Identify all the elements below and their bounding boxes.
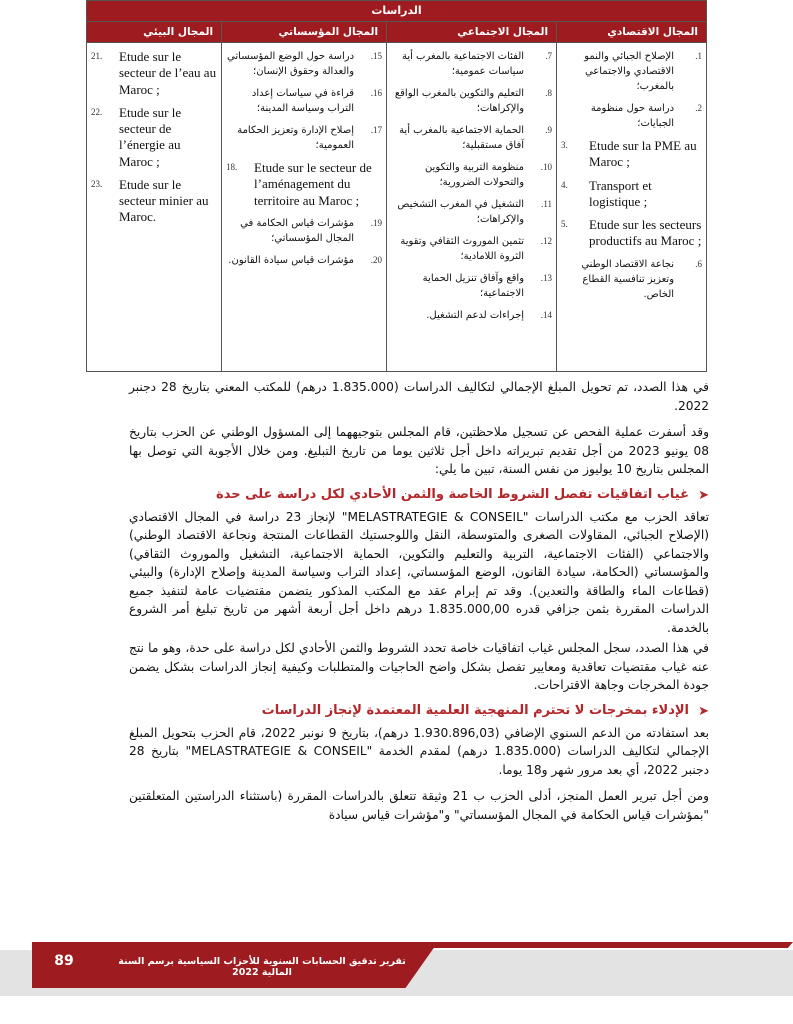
paragraph: في هذا الصدد، سجل المجلس غياب اتفاقيات خاصة تحدد الشروط والثمن الأحادي لكل دراسة على حدة، وهو ما نتج عنه غياب مقتضيات تعاقدية ومعايير تفصل بشكل واضح الحاجيات والمتطلبات وكيفية إنجاز الدراسات بشكل يضمن جودة المخرجات وجاهة الاقتراحات. [129,641,709,692]
study-item-number: 9. [545,125,553,135]
study-item-text: Etude sur les secteurs productifs au Maroc ; [589,217,702,249]
study-item-number: 15. [370,51,383,61]
study-item-text: الإصلاح الجبائي والنمو الاقتصادي والاجتماعي بالمغرب؛ [584,51,675,92]
study-item [391,197,552,227]
footer-stripe [390,942,793,948]
study-item-number: 22. [91,106,103,117]
studies-table [86,0,707,372]
study-item-number: 2. [695,103,703,113]
study-item [561,101,702,131]
study-item-number: 17. [370,125,383,135]
study-item-text: مؤشرات قياس سيادة القانون. [228,254,355,266]
column-header-institutional: المجال المؤسساتي [222,22,387,43]
study-item [91,177,217,226]
column-social [387,43,557,372]
study-item-number: 8. [545,88,553,98]
study-item-number: 10. [540,162,553,172]
study-item-text: Etude sur le secteur de l’énergie au Maroc ; [119,104,182,169]
study-item-text: قراءة في سياسات إعداد التراب وسياسة المدينة؛ [251,88,355,114]
study-item-text: الفئات الاجتماعية بالمغرب أية سياسات عمومية؛ [401,51,525,77]
study-item [91,49,217,98]
study-item-text: الحماية الاجتماعية بالمغرب أية آفاق مستقبلية؛ [399,125,525,151]
study-item-text: Etude sur la PME au Maroc ; [589,138,697,170]
column-header-economic: المجال الاقتصادي [557,22,707,43]
study-item-text: التشغيل في المغرب التشخيص والإكراهات؛ [397,199,525,225]
study-item [391,123,552,153]
study-item-text: Etude sur le secteur minier au Maroc. [119,176,209,225]
study-item [391,308,552,323]
study-item-number: 16. [370,88,383,98]
study-item [226,49,382,79]
study-item-number: 7. [545,51,553,61]
study-item-text: Transport et logistique ; [589,177,652,209]
table-title: الدراسات [87,1,707,22]
study-item-number: 5. [561,219,568,229]
study-item [561,217,702,250]
study-item-text: Etude sur le secteur de l’eau au Maroc ; [119,49,217,97]
study-item-number: 6. [695,258,703,269]
arrow-bullet-icon: ➤ [698,487,709,503]
study-item-text: دراسة حول الوضع المؤسساتي والعدالة وحقوق الإنسان؛ [227,51,355,77]
study-item-text: Etude sur le secteur de l’aménagement du territoire au Maroc ; [254,160,372,208]
study-item-text: تثمين الموروث الثقافي وتقوية الثروة اللامادية؛ [400,236,525,262]
study-item-number: 3. [561,140,568,150]
column-header-environmental: المجال البيئي [87,22,222,43]
study-item [561,257,702,302]
study-item [561,49,702,94]
study-item [561,138,702,171]
study-item-text: التعليم والتكوين بالمغرب الواقع والإكراهات؛ [394,88,525,114]
study-item-number: 14. [540,310,553,320]
study-item [391,49,552,79]
study-item-number: 23. [91,178,103,189]
study-item-text: إصلاح الإدارة وتعزيز الحكامة العمومية؛ [237,125,355,151]
section-heading-text: الإدلاء بمخرجات لا تحترم المنهجية العلمية المعتمدة لإنجاز الدراسات [261,702,689,718]
study-item [391,86,552,116]
study-item-number: 21. [91,51,103,61]
study-item [226,253,382,268]
study-item-number: 11. [541,199,553,209]
study-item [391,160,552,190]
column-header-social: المجال الاجتماعي [387,22,557,43]
study-item [226,216,382,246]
study-item [226,123,382,153]
section-heading [129,703,709,718]
paragraph: في هذا الصدد، تم تحويل المبلغ الإجمالي لتكاليف الدراسات (1.835.000 درهم) للمكتب المعني بتاريخ 28 دجنبر 2022. [129,380,710,413]
body-text [129,378,709,832]
study-item-number: 12. [540,236,553,246]
study-item [91,105,217,170]
study-item-text: إجراءات لدعم التشغيل. [426,310,525,321]
footer-title: تقرير تدقيق الحسابات السنوية للأحزاب السياسية برسم السنة المالية 2022 [118,956,406,978]
study-item-number: 13. [540,273,553,283]
column-institutional [222,43,387,372]
study-item-text: دراسة حول منظومة الجبايات؛ [590,103,675,129]
study-item-text: مؤشرات قياس الحكامة في المجال المؤسساتي؛ [240,217,355,244]
study-item-text: نجاعة الاقتصاد الوطني وتعزيز تنافسية القطاع الخاص. [581,258,675,300]
paragraph: تعاقد الحزب مع مكتب الدراسات "MELASTRATEGIE & CONSEIL" لإنجاز 23 دراسة في المجال الاقتصادي (الإصلاح الجبائي، المقاولات الصغرى والمتوسطة، النقل واللوجستيك القطاعات المنتجة ونجاعة الاقتصاد الوطني) والاجتماعي (الفئات الاجتماعية، التربية والتعليم والتكوين، الحماية الاجتماعية، التشغيل والموروث الثقافي) والمؤسساتي (الحكامة، سيادة القانون، الوضع المؤسساتي، إعداد التراب وسياسة المدينة وإصلاح الإدارة) والبيئي (قطاعات الماء والطاقة والتعدين). وقد تم إبرام عقد مع المكتب المذكور يتضمن مقتضيات عامة لتنفيذ جميع الدراسات المقررة بثمن جزافي قدره 1.835.000,00 درهم داخل أجل أربعة أشهر من تاريخ تبليغ أمر الشروع بالخدمة. [129,509,710,635]
section-heading-text: غياب اتفاقيات تفصل الشروط الخاصة والثمن الأحادي لكل دراسة على حدة [216,486,689,502]
paragraph: ومن أجل تبرير العمل المنجز، أدلى الحزب ب 21 وثيقة تتعلق بالدراسات المقررة (باستثناء الدراستين المتعلقتين "بمؤشرات قياس الحكامة في المجال المؤسساتي" و"مؤشرات قياس سيادة [129,789,710,822]
study-item-text: واقع وآفاق تنزيل الحماية الاجتماعية؛ [422,273,525,299]
page-number: 89 [54,953,74,969]
study-item-text: منظومة التربية والتكوين والتحولات الضرورية؛ [424,162,525,188]
arrow-bullet-icon: ➤ [698,703,709,719]
study-item [391,234,552,264]
study-item-number: 1. [695,51,703,61]
study-item-number: 20. [370,254,383,265]
study-item-number: 4. [561,179,568,190]
study-item [391,271,552,301]
study-item-number: 18. [226,162,238,172]
section-heading [129,487,709,502]
paragraph: وقد أسفرت عملية الفحص عن تسجيل ملاحظتين، قام المجلس بتوجيههما إلى المسؤول الوطني عن الحزب بتاريخ 08 يونيو 2023 من أجل تقديم تبريراته داخل أجل ثلاثين يوما من تاريخ التبليغ. ومن خلال الأجوبة التي توصل بها المجلس بتاريخ 10 يوليوز من نفس السنة، تبين ما يلي: [129,425,709,476]
column-economic [557,43,707,372]
column-environmental [87,43,222,372]
study-item [226,86,382,116]
paragraph: بعد استفادته من الدعم السنوي الإضافي (1.930.896,03 درهم)، بتاريخ 9 نونبر 2022، قام الحزب بتحويل المبلغ الإجمالي لتكاليف الدراسات (1.835.000 درهم) لمقدم الخدمة "MELASTRATEGIE & CONSEIL" بتاريخ 28 دجنبر 2022، أي بعد مرور شهر و18 يوما. [129,725,709,777]
study-item [561,178,702,211]
study-item-number: 19. [370,217,383,228]
study-item [226,160,382,209]
